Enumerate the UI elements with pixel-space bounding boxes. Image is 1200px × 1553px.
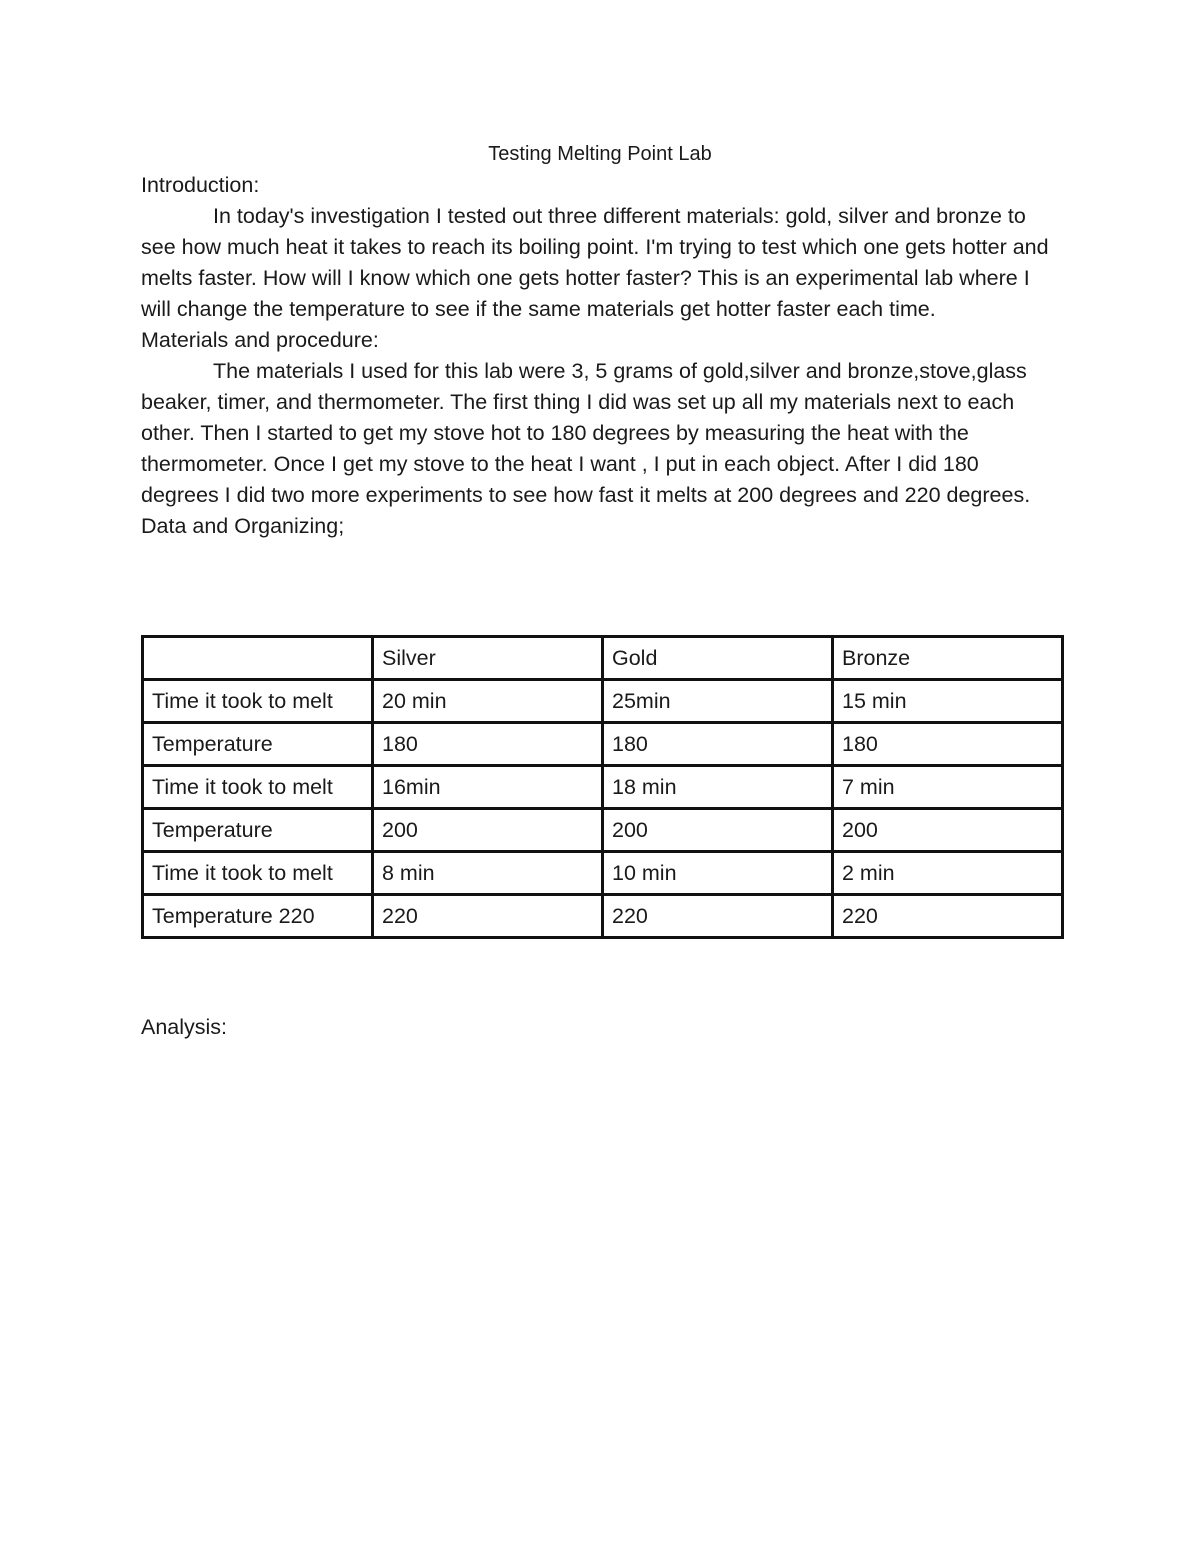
table-cell	[143, 637, 373, 680]
table-row	[143, 766, 1063, 809]
table-cell: Temperature 220	[143, 895, 373, 938]
table-cell: Time it took to melt	[143, 680, 373, 723]
table-cell: 8 min	[373, 852, 603, 895]
table-row	[143, 680, 1063, 723]
table-cell: 220	[603, 895, 833, 938]
introduction-heading: Introduction:	[141, 173, 260, 197]
table-cell: 200	[603, 809, 833, 852]
table-cell: Time it took to melt	[143, 852, 373, 895]
materials-heading: Materials and procedure:	[141, 328, 379, 352]
table-cell: 200	[833, 809, 1063, 852]
table-cell: 25min	[603, 680, 833, 723]
table-cell: 16min	[373, 766, 603, 809]
table-cell: 220	[833, 895, 1063, 938]
document-title: Testing Melting Point Lab	[488, 143, 712, 165]
table-cell: Temperature	[143, 723, 373, 766]
table-cell: Temperature	[143, 809, 373, 852]
table-row	[143, 895, 1063, 938]
table-cell: 180	[603, 723, 833, 766]
table-cell: Time it took to melt	[143, 766, 373, 809]
table-cell: 10 min	[603, 852, 833, 895]
table-cell: 20 min	[373, 680, 603, 723]
introduction-paragraph: In today's investigation I tested out three different materials: gold, silver and bronze to see how much heat it takes to reach its boiling point. I'm trying to test which one gets hotter and melts faster. How will I know which one gets hotter faster? This is an experimental lab where I will change the temperature to see if the same materials get hotter faster each time.	[141, 204, 1049, 321]
table-cell: 180	[833, 723, 1063, 766]
table-row	[143, 852, 1063, 895]
table-cell: 15 min	[833, 680, 1063, 723]
materials-paragraph: The materials I used for this lab were 3, 5 grams of gold,silver and bronze,stove,glass beaker, timer, and thermometer. The first thing I did was set up all my materials next to each other. Then I started to get my stove hot to 180 degrees by measuring the heat with the thermometer. Once I get my stove to the heat I want , I put in each object. After I did 180 degrees I did two more experiments to see how fast it melts at 200 degrees and 220 degrees.	[141, 359, 1031, 507]
table-cell: Silver	[373, 637, 603, 680]
table-cell: 200	[373, 809, 603, 852]
table-cell: 220	[373, 895, 603, 938]
table-row	[143, 809, 1063, 852]
table-cell: 18 min	[603, 766, 833, 809]
document-body	[141, 170, 1061, 542]
table-row	[143, 723, 1063, 766]
data-heading: Data and Organizing;	[141, 514, 345, 538]
table-cell: 180	[373, 723, 603, 766]
analysis-heading: Analysis:	[141, 1015, 228, 1039]
table-cell: Gold	[603, 637, 833, 680]
table-cell: Bronze	[833, 637, 1063, 680]
table-header-row	[143, 637, 1063, 680]
table-cell: 7 min	[833, 766, 1063, 809]
data-table	[141, 635, 1064, 939]
table-cell: 2 min	[833, 852, 1063, 895]
